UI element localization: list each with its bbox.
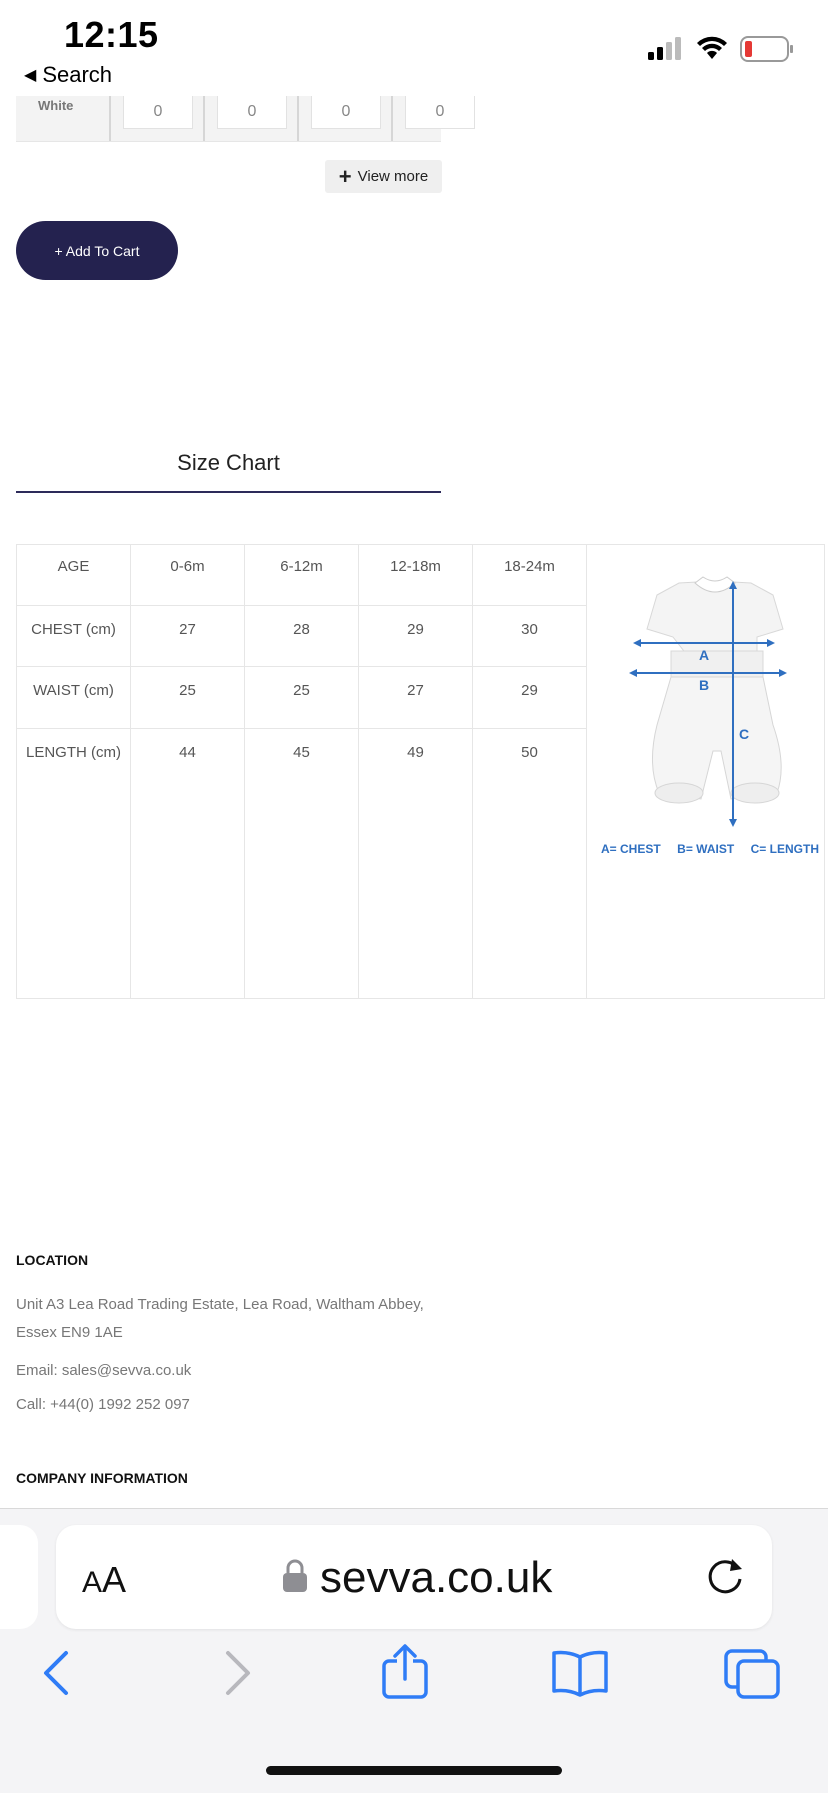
legend-waist: B= WAIST xyxy=(677,842,735,856)
marker-a: A xyxy=(699,647,710,663)
table-row xyxy=(17,545,825,606)
back-triangle-icon: ◀ xyxy=(24,67,37,84)
table-cell: 18-24m xyxy=(473,545,587,606)
view-more-button[interactable] xyxy=(325,160,442,193)
browser-toolbar xyxy=(0,1508,828,1793)
quantity-input[interactable]: 0 xyxy=(311,96,381,129)
table-cell: 12-18m xyxy=(359,545,473,606)
table-cell: 30 xyxy=(473,606,587,667)
back-icon[interactable] xyxy=(40,1649,74,1697)
table-cell: 25 xyxy=(131,667,245,729)
table-cell: 27 xyxy=(131,606,245,667)
wifi-icon xyxy=(696,37,728,61)
signal-icon xyxy=(648,37,684,61)
size-chart-table xyxy=(16,544,825,999)
email-link[interactable]: Email: sales@sevva.co.uk xyxy=(16,1362,192,1379)
table-cell: 27 xyxy=(359,667,473,729)
share-icon[interactable] xyxy=(380,1643,430,1701)
marker-b: B xyxy=(699,677,710,693)
phone-link[interactable]: Call: +44(0) 1992 252 097 xyxy=(16,1396,190,1413)
table-cell: CHEST (cm) xyxy=(17,606,131,667)
marker-c: C xyxy=(739,726,750,742)
text-size-button[interactable]: AA xyxy=(82,1559,127,1600)
table-cell: AGE xyxy=(17,545,131,606)
address-bar[interactable] xyxy=(56,1525,772,1629)
table-cell: 25 xyxy=(245,667,359,729)
table-cell: 28 xyxy=(245,606,359,667)
size-chart-heading: Size Chart xyxy=(177,450,280,475)
column-divider xyxy=(203,96,205,141)
address-text: Unit A3 Lea Road Trading Estate, Lea Road, Waltham Abbey, Essex EN9 1AE xyxy=(16,1296,424,1341)
view-more-label: View more xyxy=(357,168,429,185)
heading-underline xyxy=(16,491,441,493)
table-cell: 44 xyxy=(131,729,245,999)
quantity-input[interactable]: 0 xyxy=(217,96,287,129)
legend-chest: A= CHEST xyxy=(601,842,661,856)
measurement-diagram-cell xyxy=(587,545,825,999)
column-divider xyxy=(391,96,393,141)
legend-length: C= LENGTH xyxy=(750,842,819,856)
lock-icon xyxy=(282,1559,308,1593)
romper-illustration xyxy=(587,555,824,835)
status-icons xyxy=(648,36,794,62)
romper-measurement-diagram xyxy=(587,555,824,855)
text-size-label: A xyxy=(102,1559,127,1600)
table-cell: 6-12m xyxy=(245,545,359,606)
quantity-input[interactable]: 0 xyxy=(405,96,475,129)
add-to-cart-button[interactable]: + Add To Cart xyxy=(16,221,178,280)
color-label: White xyxy=(38,98,74,113)
back-label: Search xyxy=(42,62,113,87)
table-cell: 29 xyxy=(359,606,473,667)
table-cell: 45 xyxy=(245,729,359,999)
table-cell: 49 xyxy=(359,729,473,999)
table-cell: 0-6m xyxy=(131,545,245,606)
quantity-row xyxy=(16,96,445,142)
battery-icon xyxy=(740,36,794,62)
status-time: 12:15 xyxy=(64,14,159,55)
plus-icon: + xyxy=(338,163,352,189)
table-cell: 50 xyxy=(473,729,587,999)
table-cell: WAIST (cm) xyxy=(17,667,131,729)
bookmarks-icon[interactable] xyxy=(550,1649,610,1697)
quantity-input[interactable]: 0 xyxy=(123,96,193,129)
diagram-legend xyxy=(601,837,819,861)
reload-icon[interactable] xyxy=(706,1555,746,1597)
column-divider xyxy=(297,96,299,141)
url-domain: sevva.co.uk xyxy=(320,1553,553,1602)
home-indicator[interactable] xyxy=(266,1766,562,1775)
tabs-icon[interactable] xyxy=(724,1649,782,1701)
previous-tab-peek[interactable] xyxy=(0,1525,38,1629)
company-info-heading: COMPANY INFORMATION xyxy=(16,1470,188,1486)
table-cell: LENGTH (cm) xyxy=(17,729,131,999)
table-cell: 29 xyxy=(473,667,587,729)
back-to-search-link[interactable] xyxy=(24,62,112,88)
column-divider xyxy=(109,96,111,141)
location-heading: LOCATION xyxy=(16,1252,89,1268)
forward-icon[interactable] xyxy=(220,1649,254,1697)
